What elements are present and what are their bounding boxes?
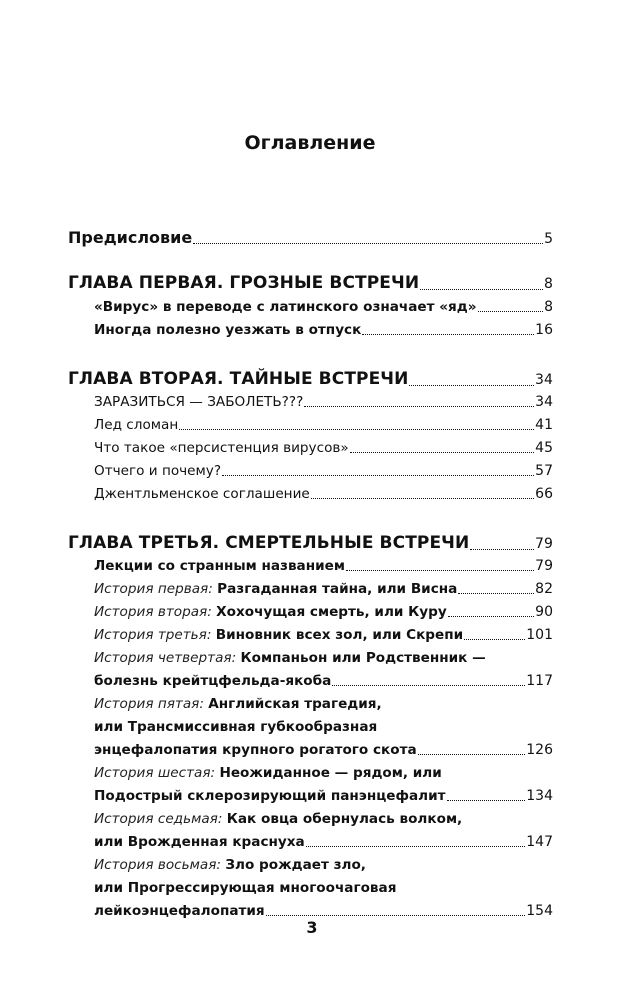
toc-story-7[interactable] <box>94 834 553 850</box>
entry-page: 126 <box>526 742 553 758</box>
dot-leader <box>350 452 534 453</box>
dot-leader <box>311 498 534 499</box>
entry-page: 79 <box>535 558 553 574</box>
toc-story-3[interactable] <box>94 627 553 643</box>
story-title: Хохочущая смерть, или Куру <box>216 604 447 620</box>
entry-label: «Вирус» в переводе с латинского означает «яд» <box>94 299 477 315</box>
entry-page: 8 <box>544 299 553 315</box>
entry-page: 79 <box>534 536 553 552</box>
chapter-title: ГЛАВА ТРЕТЬЯ. СМЕРТЕЛЬНЫЕ ВСТРЕЧИ <box>68 533 470 553</box>
dot-leader <box>420 289 543 290</box>
dot-leader <box>306 846 526 847</box>
toc-story-5-line-1[interactable] <box>94 696 382 712</box>
dot-leader <box>346 570 534 571</box>
entry-label: Что такое «персистенция вирусов» <box>94 440 349 456</box>
toc-chapter-3[interactable] <box>68 533 553 553</box>
toc-section[interactable] <box>94 322 553 338</box>
toc-story-1[interactable] <box>94 581 553 597</box>
toc-section[interactable] <box>94 463 553 479</box>
story-title-cont: или Трансмиссивная губкообразная <box>94 719 378 735</box>
entry-label: ЗАРАЗИТЬСЯ — ЗАБОЛЕТЬ??? <box>94 394 304 410</box>
entry-label: Иногда полезно уезжать в отпуск <box>94 322 362 338</box>
entry-label: Джентльменское соглашение <box>94 486 310 502</box>
chapter-title: ГЛАВА ПЕРВАЯ. ГРОЗНЫЕ ВСТРЕЧИ <box>68 273 420 293</box>
story-prefix: История пятая: <box>94 696 204 712</box>
entry-page: 34 <box>534 372 553 388</box>
story-title-cont: болезнь крейтцфельда-якоба <box>94 673 332 689</box>
entry-page: 117 <box>526 673 553 689</box>
page-title: Оглавление <box>244 132 376 154</box>
toc-section[interactable] <box>94 417 553 433</box>
story-title: Компаньон или Родственник — <box>240 650 486 666</box>
dot-leader <box>478 311 544 312</box>
entry-page: 66 <box>535 486 553 502</box>
story-prefix: История вторая: <box>94 604 212 620</box>
entry-label: Предисловие <box>68 228 193 247</box>
entry-label: Лед сломан <box>94 417 179 433</box>
toc-story-8[interactable] <box>94 903 553 919</box>
toc-section[interactable] <box>94 394 553 410</box>
story-prefix: История первая: <box>94 581 213 597</box>
story-title: Неожиданное — рядом, или <box>219 765 442 781</box>
toc-story-6-line-1[interactable] <box>94 765 442 781</box>
toc-story-2[interactable] <box>94 604 553 620</box>
entry-page: 101 <box>526 627 553 643</box>
story-title-cont: Подострый склерозирующий панэнцефалит <box>94 788 446 804</box>
chapter-title: ГЛАВА ВТОРАЯ. ТАЙНЫЕ ВСТРЕЧИ <box>68 369 409 389</box>
page-number: 3 <box>306 918 318 937</box>
toc-section[interactable] <box>94 558 553 574</box>
toc-story-6[interactable] <box>94 788 553 804</box>
entry-page: 45 <box>535 440 553 456</box>
entry-page: 5 <box>544 231 553 247</box>
story-title-cont: лейкоэнцефалопатия <box>94 903 265 919</box>
story-title: Виновник всех зол, или Скрепи <box>215 627 464 643</box>
toc-story-4[interactable] <box>94 673 553 689</box>
toc-story-5[interactable] <box>94 742 553 758</box>
dot-leader <box>304 406 534 407</box>
entry-page: 82 <box>535 581 553 597</box>
toc-section[interactable] <box>94 299 553 315</box>
dot-leader <box>332 685 525 686</box>
dot-leader <box>464 639 525 640</box>
story-title: Как овца обернулась волком, <box>226 811 463 827</box>
story-prefix: История восьмая: <box>94 857 221 873</box>
toc-chapter-1[interactable] <box>68 273 553 293</box>
entry-page: 34 <box>535 394 553 410</box>
story-title: Английская трагедия, <box>208 696 382 712</box>
story-title: Разгаданная тайна, или Висна <box>217 581 458 597</box>
dot-leader <box>418 754 526 755</box>
dot-leader <box>179 429 534 430</box>
entry-page: 154 <box>526 903 553 919</box>
entry-page: 8 <box>543 276 553 292</box>
dot-leader <box>447 800 526 801</box>
toc-story-7-line-1[interactable] <box>94 811 462 827</box>
entry-page: 16 <box>535 322 553 338</box>
toc-story-8-line-1[interactable] <box>94 857 366 873</box>
dot-leader <box>448 616 534 617</box>
entry-page: 147 <box>526 834 553 850</box>
story-prefix: История седьмая: <box>94 811 223 827</box>
dot-leader <box>409 385 534 386</box>
entry-page: 134 <box>526 788 553 804</box>
entry-label: Отчего и почему? <box>94 463 222 479</box>
story-prefix: История третья: <box>94 627 212 643</box>
dot-leader <box>193 243 543 244</box>
story-title-cont: энцефалопатия крупного рогатого скота <box>94 742 417 758</box>
story-prefix: История шестая: <box>94 765 216 781</box>
dot-leader <box>458 593 534 594</box>
entry-label: Лекции со странным названием <box>94 558 345 574</box>
story-title: Зло рождает зло, <box>225 857 366 873</box>
toc-section[interactable] <box>94 440 553 456</box>
toc-section[interactable] <box>94 486 553 502</box>
entry-page: 41 <box>535 417 553 433</box>
toc-story-4-line-1[interactable] <box>94 650 486 666</box>
dot-leader <box>470 549 534 550</box>
entry-page: 57 <box>535 463 553 479</box>
toc-entry-foreword[interactable] <box>68 228 553 247</box>
story-prefix: История четвертая: <box>94 650 237 666</box>
story-title-cont: или Прогрессирующая многоочаговая <box>94 880 397 896</box>
dot-leader <box>362 334 534 335</box>
story-title-cont: или Врожденная краснуха <box>94 834 305 850</box>
toc-chapter-2[interactable] <box>68 369 553 389</box>
entry-page: 90 <box>535 604 553 620</box>
dot-leader <box>222 475 534 476</box>
dot-leader <box>266 915 526 916</box>
